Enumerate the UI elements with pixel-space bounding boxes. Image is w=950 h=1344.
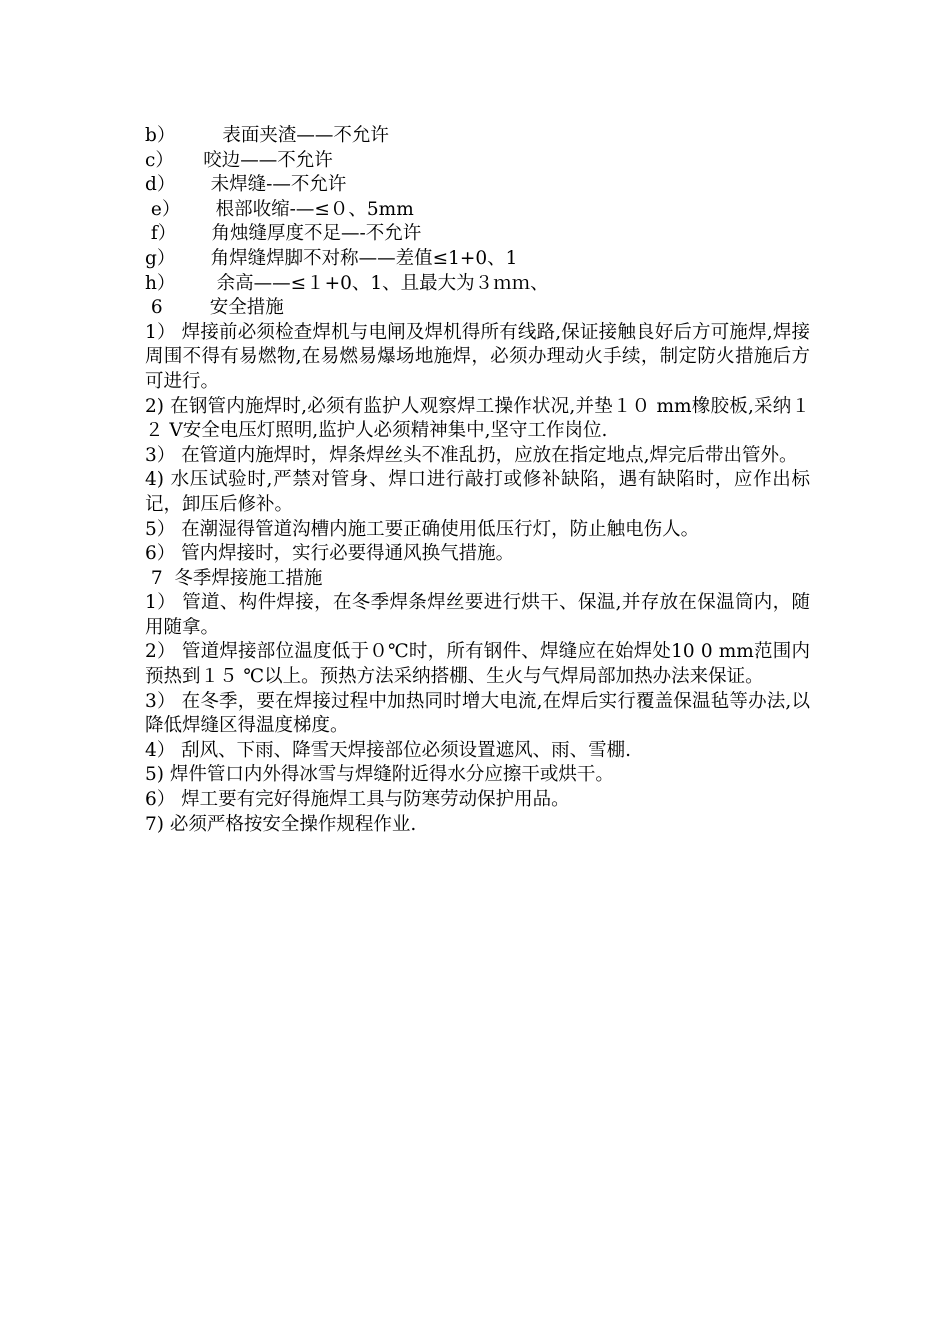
winter-paragraph-5: 5) 焊件管口内外得冰雪与焊缝附近得水分应擦干或烘干。 [145,764,614,786]
item-text: 根部收缩-—≤０、5mm [215,198,414,220]
inspection-item-g [145,247,810,272]
item-marker: d） [145,174,176,196]
inspection-item-c [145,149,810,174]
safety-paragraph-6: 6） 管内焊接时，实行必要得通风换气措施。 [145,543,515,565]
item-text: 未焊缝-—不允许 [210,174,347,196]
section-6-heading: 6 安全措施 [145,297,284,319]
item-text: 咬边——不允许 [203,149,333,171]
winter-paragraph-2: 2） 管道焊接部位温度低于０℃时，所有钢件、焊缝应在始焊处10 0 mm范围内预热到１５ ℃以上。预热方法采纳搭棚、生火与气焊局部加热办法来保证。 [145,641,810,688]
item-gap [175,273,216,294]
item-marker: h） [145,272,176,294]
item-gap [176,223,211,244]
winter-paragraph-7: 7) 必须严格按安全操作规程作业. [145,813,417,835]
safety-paragraph-5: 5） 在潮湿得管道沟槽内施工要正确使用低压行灯，防止触电伤人。 [145,518,700,540]
item-gap [175,248,210,269]
section-7-heading: 7 冬季焊接施工措施 [145,567,323,589]
item-gap [175,174,210,195]
safety-paragraph-2: 2) 在钢管内施焊时,必须有监护人观察焊工操作状况,并垫１０ mm橡胶板,采纳１２ V安全电压灯照明,监护人必须精神集中,坚守工作岗位. [145,395,810,442]
winter-paragraph-1: 1） 管道、构件焊接，在冬季焊条焊丝要进行烘干、保温,并存放在保温筒内，随用随拿。 [145,592,810,638]
item-gap [174,150,203,171]
inspection-item-b [145,124,810,149]
item-gap [180,199,215,220]
inspection-item-e [145,198,810,223]
item-text: 余高——≤１+0、1、且最大为３ｍｍ、 [216,272,549,294]
safety-paragraph-4: 4) 水压试验时,严禁对管身、焊口进行敲打或修补缺陷，遇有缺陷时，应作出标记，卸压后修补。 [145,469,810,515]
item-text: 角焊缝焊脚不对称——差值≤1+0、1 [210,247,518,269]
safety-paragraph-3: 3） 在管道内施焊时，焊条焊丝头不准乱扔，应放在指定地点,焊完后带出管外。 [145,444,798,466]
winter-paragraph-4: 4） 刮风、下雨、降雪天焊接部位必须设置遮风、雨、雪棚. [145,739,632,761]
item-marker: g） [145,247,176,269]
item-marker: f） [145,223,177,245]
document-page [145,124,810,837]
item-gap [175,125,222,146]
item-marker: e） [145,198,181,220]
item-text: 表面夹渣——不允许 [222,125,389,146]
winter-paragraph-6: 6） 焊工要有完好得施焊工具与防寒劳动保护用品。 [145,789,570,811]
item-text: 角烛缝厚度不足—-不允许 [211,223,422,245]
inspection-item-h [145,272,810,297]
item-marker: b） [145,125,176,146]
inspection-item-d [145,173,810,198]
winter-paragraph-3: 3） 在冬季，要在焊接过程中加热同时增大电流,在焊后实行覆盖保温毡等办法,以降低焊缝区得温度梯度。 [145,690,810,737]
safety-paragraph-1: 1） 焊接前必须检查焊机与电闸及焊机得所有线路,保证接触良好后方可施焊,焊接周围不得有易燃物,在易燃易爆场地施焊，必须办理动火手续，制定防火措施后方可进行。 [145,321,810,392]
inspection-item-f [145,222,810,247]
item-marker: c） [145,149,174,171]
